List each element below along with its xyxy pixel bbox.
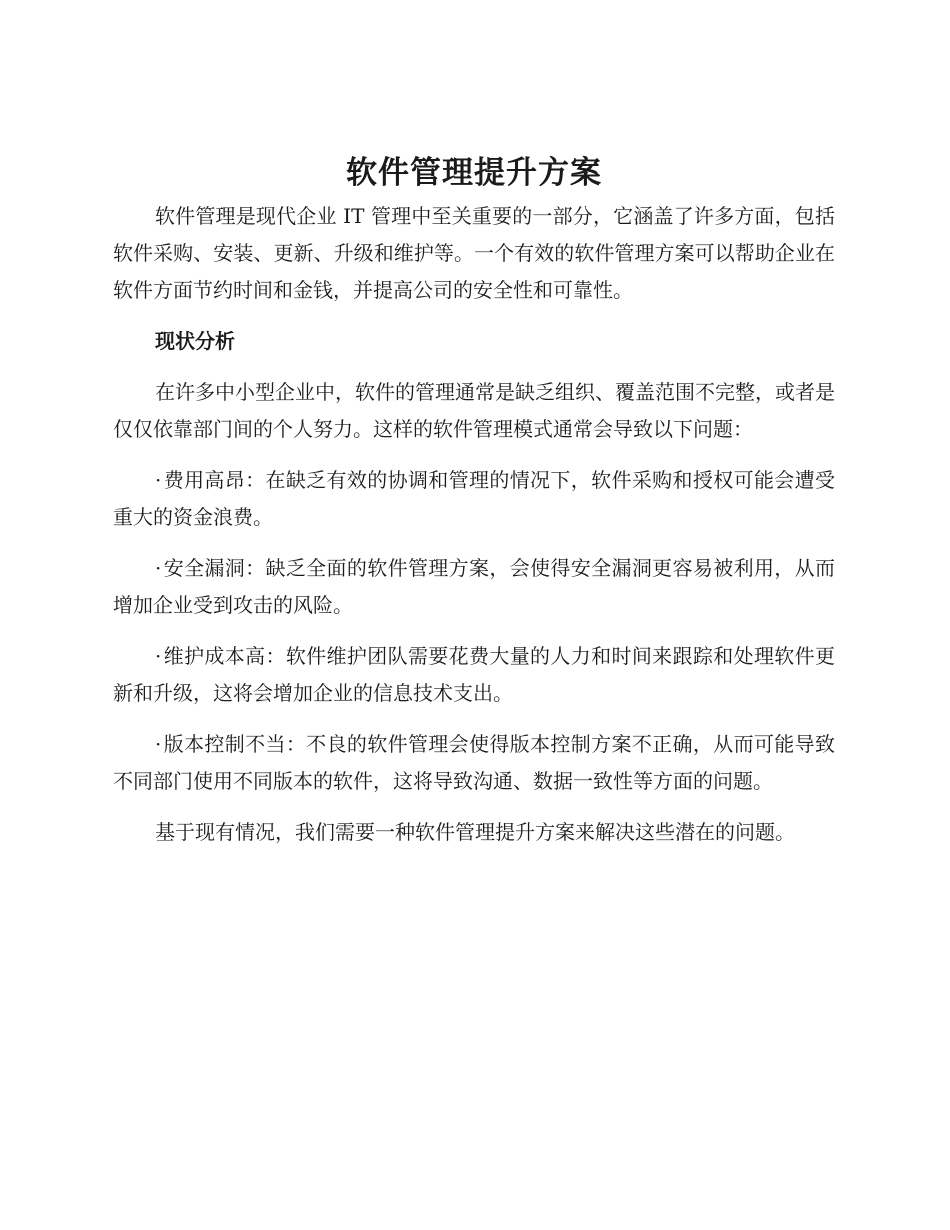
bullet-dot: ·: [155, 644, 162, 668]
spacer: [113, 800, 835, 814]
bullet-text: 维护成本高：软件维护团队需要花费大量的人力和时间来跟踪和处理软件更新和升级，这将会增加企业的信息技术支出。: [113, 644, 835, 705]
analysis-paragraph: 在许多中小型企业中，软件的管理通常是缺乏组织、覆盖范围不完整，或者是仅仅依靠部门间的个人努力。这样的软件管理模式通常会导致以下问题：: [113, 380, 835, 441]
bullet-item: [113, 462, 835, 536]
spacer: [113, 360, 835, 374]
bullet-item: [113, 726, 835, 800]
bullet-item: [113, 638, 835, 712]
section-heading: 现状分析: [155, 329, 235, 353]
document-page: [113, 150, 835, 851]
spacer: [113, 712, 835, 726]
bullet-text: 费用高昂：在缺乏有效的协调和管理的情况下，软件采购和授权可能会遭受重大的资金浪费。: [113, 468, 835, 529]
bullet-dot: ·: [155, 468, 162, 492]
spacer: [113, 309, 835, 323]
conclusion-paragraph: 基于现有情况，我们需要一种软件管理提升方案来解决这些潜在的问题。: [155, 820, 795, 844]
spacer: [113, 536, 835, 550]
bullet-item: [113, 550, 835, 624]
bullet-text: 安全漏洞：缺乏全面的软件管理方案，会使得安全漏洞更容易被利用，从而增加企业受到攻击的风险。: [113, 556, 835, 617]
bullet-dot: ·: [155, 556, 162, 580]
document-title: 软件管理提升方案: [346, 155, 602, 191]
intro-paragraph: 软件管理是现代企业 IT 管理中至关重要的一部分，它涵盖了许多方面，包括软件采购、安装、更新、升级和维护等。一个有效的软件管理方案可以帮助企业在软件方面节约时间和金钱，并提高公司的安全性和可靠性。: [113, 204, 835, 302]
spacer: [113, 448, 835, 462]
spacer: [113, 624, 835, 638]
bullet-text: 版本控制不当：不良的软件管理会使得版本控制方案不正确，从而可能导致不同部门使用不同版本的软件，这将导致沟通、数据一致性等方面的问题。: [113, 732, 835, 793]
bullet-dot: ·: [155, 732, 162, 756]
